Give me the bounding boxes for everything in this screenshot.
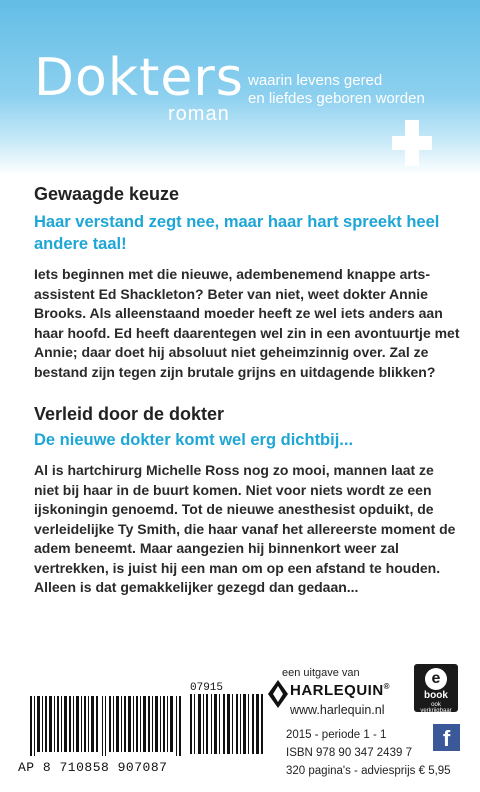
- series-logo-subtitle: roman: [168, 103, 230, 125]
- medical-cross-icon: [392, 120, 432, 166]
- story-2: [34, 404, 462, 598]
- story-1-body: Iets beginnen met die nieuwe, adembenemend knappe arts-assistent Ed Shackleton? Beter van niet, weet dokter Annie Brooks. Als alleenstaand moeder heeft ze wel iets anders aan haar hoofd. Ed heeft daarentegen wel zin in een avontuurtje met Annie; daar doet hij absoluut niet geheimzinnig over. Zal ze bestand zijn tegen zijn brutale grijns en uitdagende blikken?: [34, 266, 460, 380]
- story-2-title: Verleid door de dokter: [34, 404, 225, 424]
- series-tagline: [248, 72, 458, 108]
- tagline-line-1: waarin levens gered: [248, 72, 383, 89]
- ebook-label: book: [424, 690, 448, 701]
- publisher-name-text: HARLEQUIN: [290, 682, 384, 699]
- ebook-availability: ook verkrijgbaar: [420, 702, 452, 714]
- ebook-letter: e: [425, 668, 447, 690]
- header-banner: [0, 0, 480, 175]
- facebook-icon[interactable]: f: [433, 724, 460, 751]
- harlequin-diamond-icon: [268, 680, 288, 708]
- isbn: ISBN 978 90 347 2439 7: [286, 747, 412, 759]
- story-1-title: Gewaagde keuze: [34, 184, 180, 204]
- tagline-line-2: en liefdes geboren worden: [248, 90, 425, 107]
- trademark-mark: ®: [383, 682, 391, 691]
- story-1: [34, 184, 462, 382]
- story-1-tagline: Haar verstand zegt nee, maar haar hart spreekt heel andere taal!: [34, 213, 440, 253]
- publisher-url[interactable]: www.harlequin.nl: [290, 703, 385, 717]
- price-info: 320 pagina's - adviesprijs € 5,95: [286, 765, 451, 777]
- ebook-badge: [414, 664, 458, 712]
- story-2-tagline: De nieuwe dokter komt wel erg dichtbij...: [34, 431, 354, 449]
- publisher-name: [290, 682, 390, 699]
- ean-barcode: [30, 696, 182, 756]
- supplement-barcode: [190, 694, 264, 754]
- barcode-number: AP 8 710858 907087: [18, 760, 168, 775]
- series-logo: Dokters: [34, 48, 244, 108]
- supplement-barcode-number: 07915: [190, 682, 224, 694]
- publisher-label: een uitgave van: [282, 667, 360, 679]
- period-info: 2015 - periode 1 - 1: [286, 729, 387, 741]
- story-2-body: Al is hartchirurg Michelle Ross nog zo mooi, mannen laat ze niet bij haar in de buurt komen. Niet voor niets wordt ze een ijskoningin genoemd. Tot de nieuwe anesthesist opduikt, de verleidelijke Ty Smith, die haar vanaf het allereerste moment de adem beneemt. Maar aangezien hij binnenkort weer zal vertrekken, is juist hij een man om op een afstand te houden. Alleen is dat gemakkelijker gezegd dan gedaan...: [34, 462, 456, 595]
